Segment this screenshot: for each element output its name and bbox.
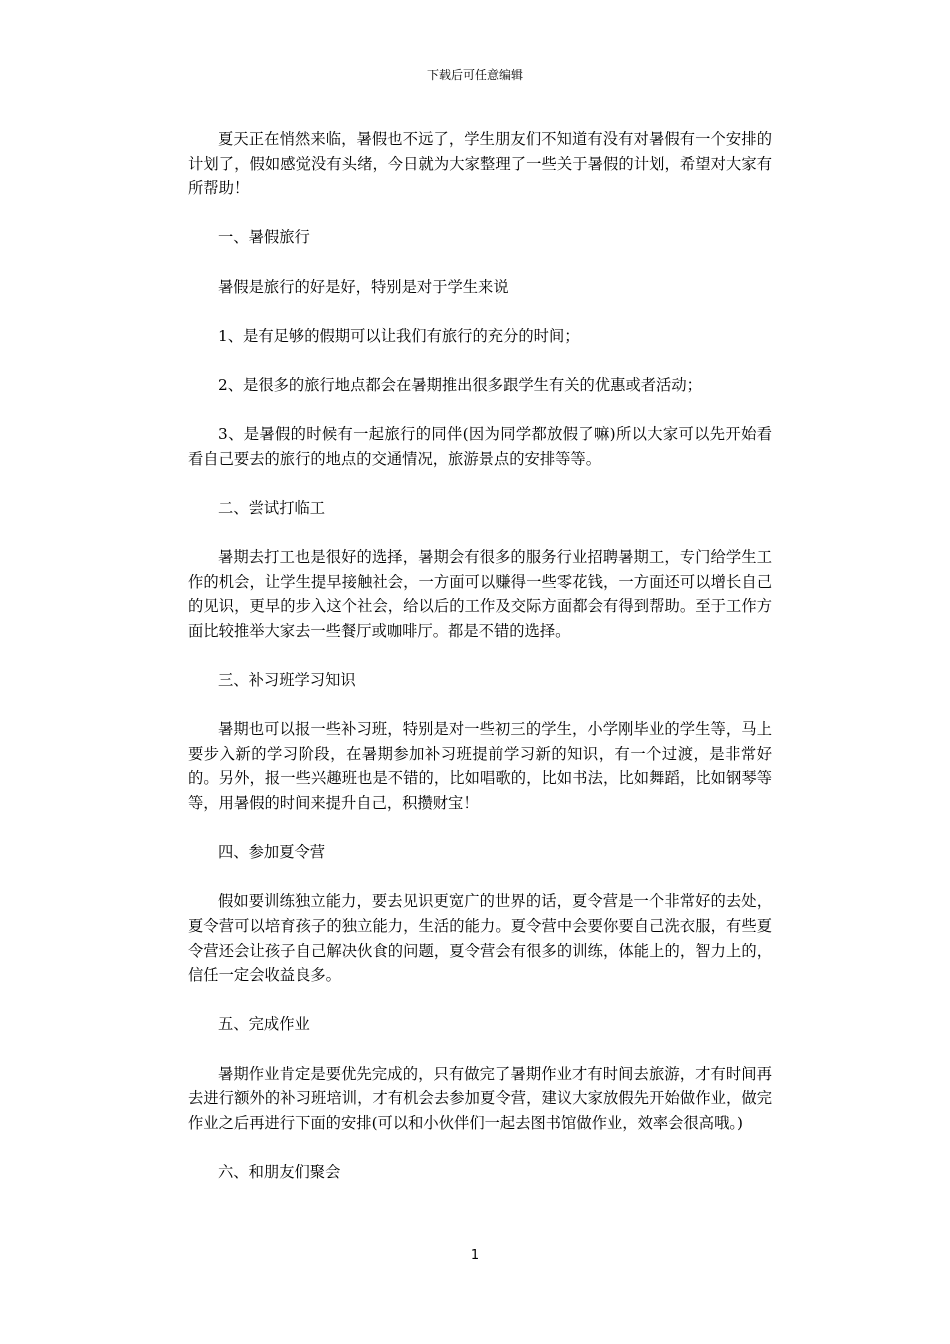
camp-paragraph: 假如要训练独立能力，要去见识更宽广的世界的话，夏令营是一个非常好的去处，夏令营可以培育孩子的独立能力，生活的能力。夏令营中会要你要自己洗衣服，有些夏令营还会让孩子自己解决伙食的问题，夏令营会有很多的训练，体能上的，智力上的，信任一定会收益良多。	[188, 892, 772, 985]
section-heading-parttime: 二、尝试打临工	[218, 498, 326, 517]
tutoring-paragraph: 暑期也可以报一些补习班，特别是对一些初三的学生，小学刚毕业的学生等，马上要步入新的学习阶段，在暑期参加补习班提前学习新的知识，有一个过渡，是非常好的。另外，报一些兴趣班也是不错的，比如唱歌的，比如书法，比如舞蹈，比如钢琴等等，用暑假的时间来提升自己，积攒财宝！	[188, 720, 772, 813]
page-number: 1	[470, 1248, 480, 1263]
travel-point-1: 1、是有足够的假期可以让我们有旅行的充分的时间；	[218, 326, 580, 345]
travel-point-3: 3、是暑假的时候有一起旅行的同伴(因为同学都放假了嘛)所以大家可以先开始看看自己要去的旅行的地点的交通情况，旅游景点的安排等等。	[188, 425, 772, 468]
section-heading-friends: 六、和朋友们聚会	[218, 1162, 341, 1181]
section-heading-travel: 一、暑假旅行	[218, 228, 310, 247]
section-heading-homework: 五、完成作业	[218, 1015, 310, 1034]
intro-paragraph: 夏天正在悄然来临，暑假也不远了，学生朋友们不知道有没有对暑假有一个安排的计划了，假如感觉没有头绪，今日就为大家整理了一些关于暑假的计划，希望对大家有所帮助！	[188, 130, 772, 198]
document-body	[188, 127, 772, 1185]
travel-point-2: 2、是很多的旅行地点都会在暑期推出很多跟学生有关的优惠或者活动；	[218, 375, 702, 394]
page-header: 下载后可任意编辑	[426, 68, 523, 82]
section-heading-tutoring: 三、补习班学习知识	[218, 671, 356, 690]
section-heading-camp: 四、参加夏令营	[218, 843, 326, 862]
parttime-paragraph: 暑期去打工也是很好的选择，暑期会有很多的服务行业招聘暑期工，专门给学生工作的机会，让学生提早接触社会，一方面可以赚得一些零花钱，一方面还可以增长自己的见识，更早的步入这个社会，给以后的工作及交际方面都会有得到帮助。至于工作方面比较推举大家去一些餐厅或咖啡厅。都是不错的选择。	[188, 548, 772, 640]
travel-paragraph: 暑假是旅行的好是好，特别是对于学生来说	[218, 277, 509, 296]
homework-paragraph: 暑期作业肯定是要优先完成的，只有做完了暑期作业才有时间去旅游，才有时间再去进行额外的补习班培训，才有机会去参加夏令营，建议大家放假先开始做作业，做完作业之后再进行下面的安排(可以和小伙伴们一起去图书馆做作业，效率会很高哦。)	[188, 1064, 772, 1132]
